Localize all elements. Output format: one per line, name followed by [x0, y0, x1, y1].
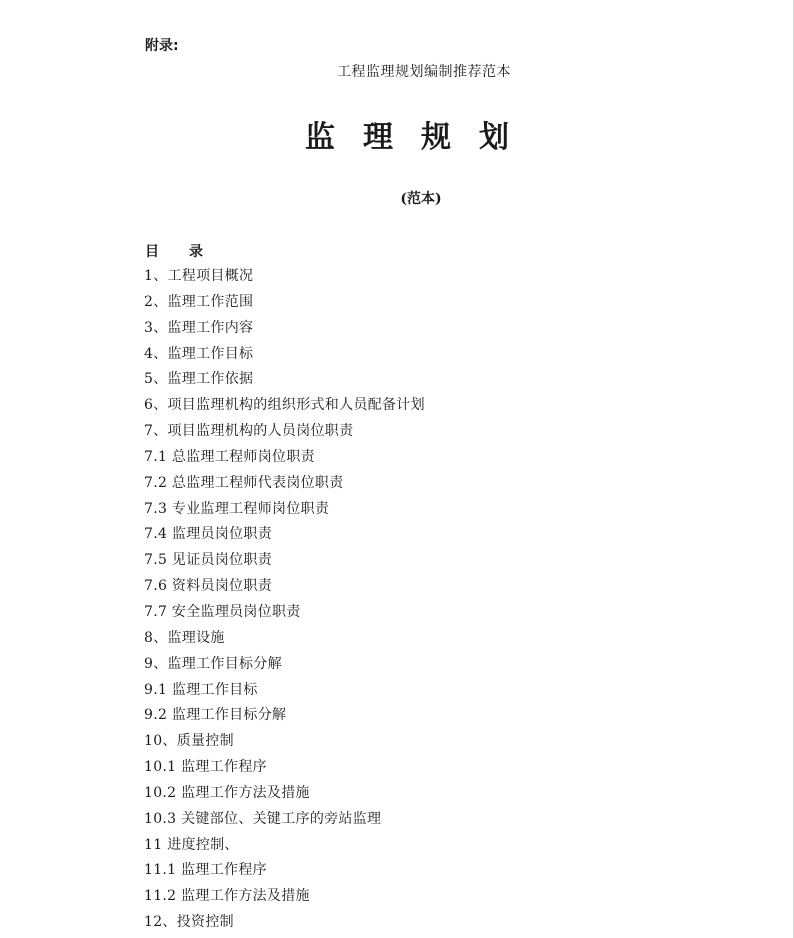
edition-label: (范本) [400, 191, 442, 207]
toc-item: 12、投资控制 [144, 914, 234, 931]
appendix-label: 附录: [145, 38, 179, 54]
toc-item: 9.2 监理工作目标分解 [144, 707, 287, 724]
toc-item: 10.1 监理工作程序 [144, 759, 267, 776]
toc-item: 7.5 见证员岗位职责 [144, 552, 273, 569]
toc-item: 7.7 安全监理员岗位职责 [144, 603, 301, 620]
toc-heading: 目录 [145, 244, 233, 260]
toc-item: 10.2 监理工作方法及措施 [144, 784, 310, 801]
toc-item: 7.6 资料员岗位职责 [144, 578, 273, 595]
toc-item: 7.2 总监理工程师代表岗位职责 [144, 474, 344, 491]
toc-item: 10.3 关键部位、关键工序的旁站监理 [144, 810, 382, 827]
toc-item: 3、监理工作内容 [144, 319, 254, 336]
document-subtitle: 工程监理规划编制推荐范本 [337, 64, 511, 80]
document-title: 监理规划 [305, 120, 537, 155]
toc-item: 4、监理工作目标 [144, 345, 254, 362]
toc-item: 11 进度控制、 [144, 836, 239, 853]
toc-item: 7.3 专业监理工程师岗位职责 [144, 500, 330, 517]
toc-item: 11.1 监理工作程序 [144, 862, 267, 879]
toc-item: 7、项目监理机构的人员岗位职责 [144, 423, 354, 440]
toc-item: 9、监理工作目标分解 [144, 655, 282, 672]
toc-item: 5、监理工作依据 [144, 371, 254, 388]
table-of-contents [144, 264, 425, 936]
toc-item: 7.1 总监理工程师岗位职责 [144, 448, 315, 465]
toc-item: 8、监理设施 [144, 629, 225, 646]
toc-item: 2、监理工作范围 [144, 293, 254, 310]
toc-item: 9.1 监理工作目标 [144, 681, 258, 698]
toc-item: 10、质量控制 [144, 733, 234, 750]
toc-item: 1、工程项目概况 [144, 268, 254, 284]
toc-item: 11.2 监理工作方法及措施 [144, 888, 310, 905]
toc-item: 7.4 监理员岗位职责 [144, 526, 273, 543]
toc-item: 6、项目监理机构的组织形式和人员配备计划 [144, 397, 425, 414]
